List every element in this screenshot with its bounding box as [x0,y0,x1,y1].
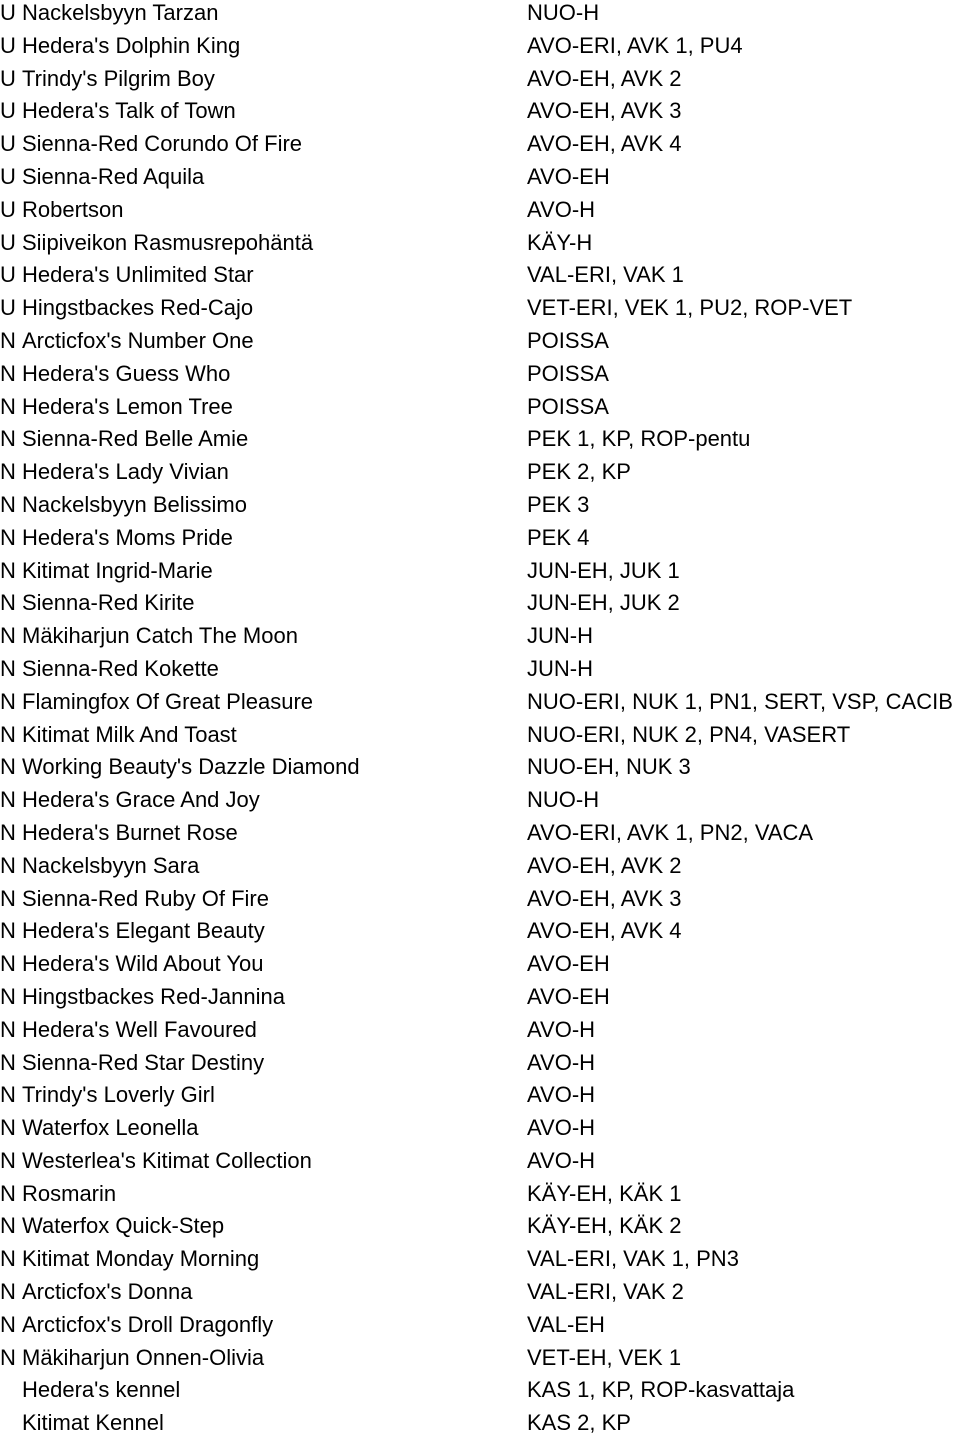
sex-code: N [0,1082,16,1108]
show-result: KÄY-H [527,229,593,255]
dog-name: Kitimat Monday Morning [22,1246,260,1272]
dog-name: Westerlea's Kitimat Collection [22,1147,312,1173]
dog-name: Nackelsbyyn Sara [22,852,200,878]
sex-code: N [0,590,16,616]
show-result: POISSA [527,327,609,353]
show-result: VET-EH, VEK 1 [527,1344,682,1370]
show-result: AVO-EH [527,983,610,1009]
result-row [0,689,960,722]
show-result: PEK 4 [527,524,590,550]
result-row [0,623,960,656]
show-result: JUN-H [527,655,593,681]
sex-code: N [0,754,16,780]
result-row [0,33,960,66]
dog-name: Waterfox Leonella [22,1115,199,1141]
dog-name: Siipiveikon Rasmusrepohäntä [22,229,314,255]
dog-name: Arcticfox's Donna [22,1279,193,1305]
dog-name: Arcticfox's Number One [22,327,254,353]
dog-name: Hedera's Guess Who [22,360,231,386]
sex-code: N [0,1311,16,1337]
result-row [0,984,960,1017]
dog-name: Mäkiharjun Onnen-Olivia [22,1344,265,1370]
dog-name: Hedera's Lemon Tree [22,393,233,419]
show-result: VET-ERI, VEK 1, PU2, ROP-VET [527,295,853,321]
result-row [0,1181,960,1214]
result-row [0,918,960,951]
sex-code: N [0,721,16,747]
sex-code: N [0,852,16,878]
show-result: NUO-H [527,787,600,813]
sex-code: N [0,1180,16,1206]
show-result: JUN-H [527,623,593,649]
show-result: VAL-ERI, VAK 2 [527,1279,684,1305]
show-result: NUO-H [527,0,600,25]
show-result: AVO-H [527,196,596,222]
sex-code: N [0,491,16,517]
dog-name: Nackelsbyyn Belissimo [22,491,247,517]
show-result: AVO-EH, AVK 2 [527,852,682,878]
dog-name: Kitimat Milk And Toast [22,721,237,747]
result-row [0,1115,960,1148]
result-row [0,951,960,984]
show-result: KAS 1, KP, ROP-kasvattaja [527,1377,795,1403]
result-row [0,656,960,689]
dog-name: Waterfox Quick-Step [22,1213,225,1239]
show-result: AVO-ERI, AVK 1, PN2, VACA [527,819,814,845]
dog-name: Sienna-Red Corundo Of Fire [22,131,303,157]
result-row [0,394,960,427]
sex-code: N [0,1279,16,1305]
result-row [0,1246,960,1279]
dog-name: Hedera's Unlimited Star [22,262,254,288]
sex-code: N [0,688,16,714]
show-result: JUN-EH, JUK 1 [527,557,680,583]
show-result: VAL-ERI, VAK 1, PN3 [527,1246,739,1272]
dog-name: Hedera's Wild About You [22,951,264,977]
sex-code: N [0,393,16,419]
result-row [0,558,960,591]
sex-code: U [0,163,16,189]
sex-code: N [0,524,16,550]
dog-name: Trindy's Loverly Girl [22,1082,215,1108]
sex-code: U [0,196,16,222]
show-result: AVO-H [527,1115,596,1141]
dog-name: Kitimat Ingrid-Marie [22,557,213,583]
result-row [0,820,960,853]
sex-code: N [0,623,16,649]
dog-name: Working Beauty's Dazzle Diamond [22,754,360,780]
result-row [0,361,960,394]
dog-name: Hedera's Lady Vivian [22,459,229,485]
dog-name: Kitimat Kennel [22,1410,164,1436]
show-result: KÄY-EH, KÄK 2 [527,1213,682,1239]
sex-code: N [0,885,16,911]
dog-name: Sienna-Red Belle Amie [22,426,249,452]
sex-code: N [0,1115,16,1141]
dog-name: Rosmarin [22,1180,117,1206]
sex-code: N [0,557,16,583]
sex-code: U [0,131,16,157]
result-row [0,722,960,755]
show-result: POISSA [527,393,609,419]
result-row [0,426,960,459]
sex-code: N [0,1147,16,1173]
dog-name: Hedera's kennel [22,1377,181,1403]
show-result: AVO-H [527,1016,596,1042]
show-result: AVO-EH [527,163,610,189]
result-row [0,853,960,886]
result-row [0,754,960,787]
show-result: AVO-H [527,1082,596,1108]
show-result: NUO-ERI, NUK 2, PN4, VASERT [527,721,851,747]
dog-name: Hedera's Talk of Town [22,98,236,124]
result-row [0,98,960,131]
result-row [0,0,960,33]
sex-code: U [0,98,16,124]
sex-code: N [0,819,16,845]
show-result: PEK 3 [527,491,590,517]
dog-name: Sienna-Red Star Destiny [22,1049,265,1075]
show-result: AVO-H [527,1049,596,1075]
dog-name: Sienna-Red Ruby Of Fire [22,885,269,911]
dog-name: Sienna-Red Kirite [22,590,195,616]
show-result: VAL-ERI, VAK 1 [527,262,684,288]
result-row [0,787,960,820]
show-result: PEK 1, KP, ROP-pentu [527,426,751,452]
dog-name: Hedera's Dolphin King [22,32,241,58]
result-row [0,1279,960,1312]
show-result: AVO-EH, AVK 3 [527,98,682,124]
result-row [0,131,960,164]
show-result: VAL-EH [527,1311,605,1337]
sex-code: U [0,0,16,25]
result-row [0,197,960,230]
dog-name: Flamingfox Of Great Pleasure [22,688,314,714]
dog-name: Sienna-Red Aquila [22,163,205,189]
result-row [0,1312,960,1345]
show-result: NUO-ERI, NUK 1, PN1, SERT, VSP, CACIB [527,688,953,714]
show-result: PEK 2, KP [527,459,631,485]
sex-code: N [0,1246,16,1272]
sex-code: U [0,65,16,91]
result-row [0,590,960,623]
result-row [0,66,960,99]
show-result: AVO-EH, AVK 4 [527,131,682,157]
dog-name: Nackelsbyyn Tarzan [22,0,219,25]
dog-name: Trindy's Pilgrim Boy [22,65,215,91]
result-row [0,295,960,328]
sex-code: N [0,1049,16,1075]
sex-code: N [0,787,16,813]
dog-name: Mäkiharjun Catch The Moon [22,623,298,649]
dog-name: Robertson [22,196,124,222]
result-row [0,262,960,295]
sex-code: N [0,459,16,485]
sex-code: N [0,1344,16,1370]
sex-code: N [0,1016,16,1042]
result-row [0,1050,960,1083]
result-row [0,886,960,919]
sex-code: U [0,295,16,321]
result-row [0,230,960,263]
dog-name: Arcticfox's Droll Dragonfly [22,1311,274,1337]
result-row [0,1213,960,1246]
sex-code: N [0,1213,16,1239]
show-result: AVO-EH, AVK 3 [527,885,682,911]
dog-name: Sienna-Red Kokette [22,655,219,681]
show-result: KÄY-EH, KÄK 1 [527,1180,682,1206]
dog-name: Hedera's Grace And Joy [22,787,260,813]
result-row [0,1345,960,1378]
show-result: AVO-H [527,1147,596,1173]
sex-code: U [0,32,16,58]
result-row [0,525,960,558]
dog-name: Hedera's Moms Pride [22,524,233,550]
sex-code: N [0,360,16,386]
dog-name: Hedera's Elegant Beauty [22,918,265,944]
show-result: AVO-ERI, AVK 1, PU4 [527,32,743,58]
show-result: AVO-EH [527,951,610,977]
sex-code: N [0,918,16,944]
dog-name: Hedera's Burnet Rose [22,819,238,845]
sex-code: N [0,327,16,353]
dog-name: Hedera's Well Favoured [22,1016,257,1042]
sex-code: N [0,426,16,452]
result-row [0,1017,960,1050]
show-result: JUN-EH, JUK 2 [527,590,680,616]
sex-code: N [0,951,16,977]
result-row [0,492,960,525]
dog-name: Hingstbackes Red-Jannina [22,983,285,1009]
result-row [0,1082,960,1115]
show-result: NUO-EH, NUK 3 [527,754,691,780]
show-result: AVO-EH, AVK 2 [527,65,682,91]
show-result: POISSA [527,360,609,386]
result-row [0,164,960,197]
show-result: AVO-EH, AVK 4 [527,918,682,944]
sex-code: N [0,983,16,1009]
show-result: KAS 2, KP [527,1410,631,1436]
sex-code: U [0,229,16,255]
sex-code: N [0,655,16,681]
result-row [0,1410,960,1443]
result-row [0,1377,960,1410]
result-row [0,1148,960,1181]
sex-code: U [0,262,16,288]
result-row [0,328,960,361]
dog-name: Hingstbackes Red-Cajo [22,295,254,321]
result-row [0,459,960,492]
